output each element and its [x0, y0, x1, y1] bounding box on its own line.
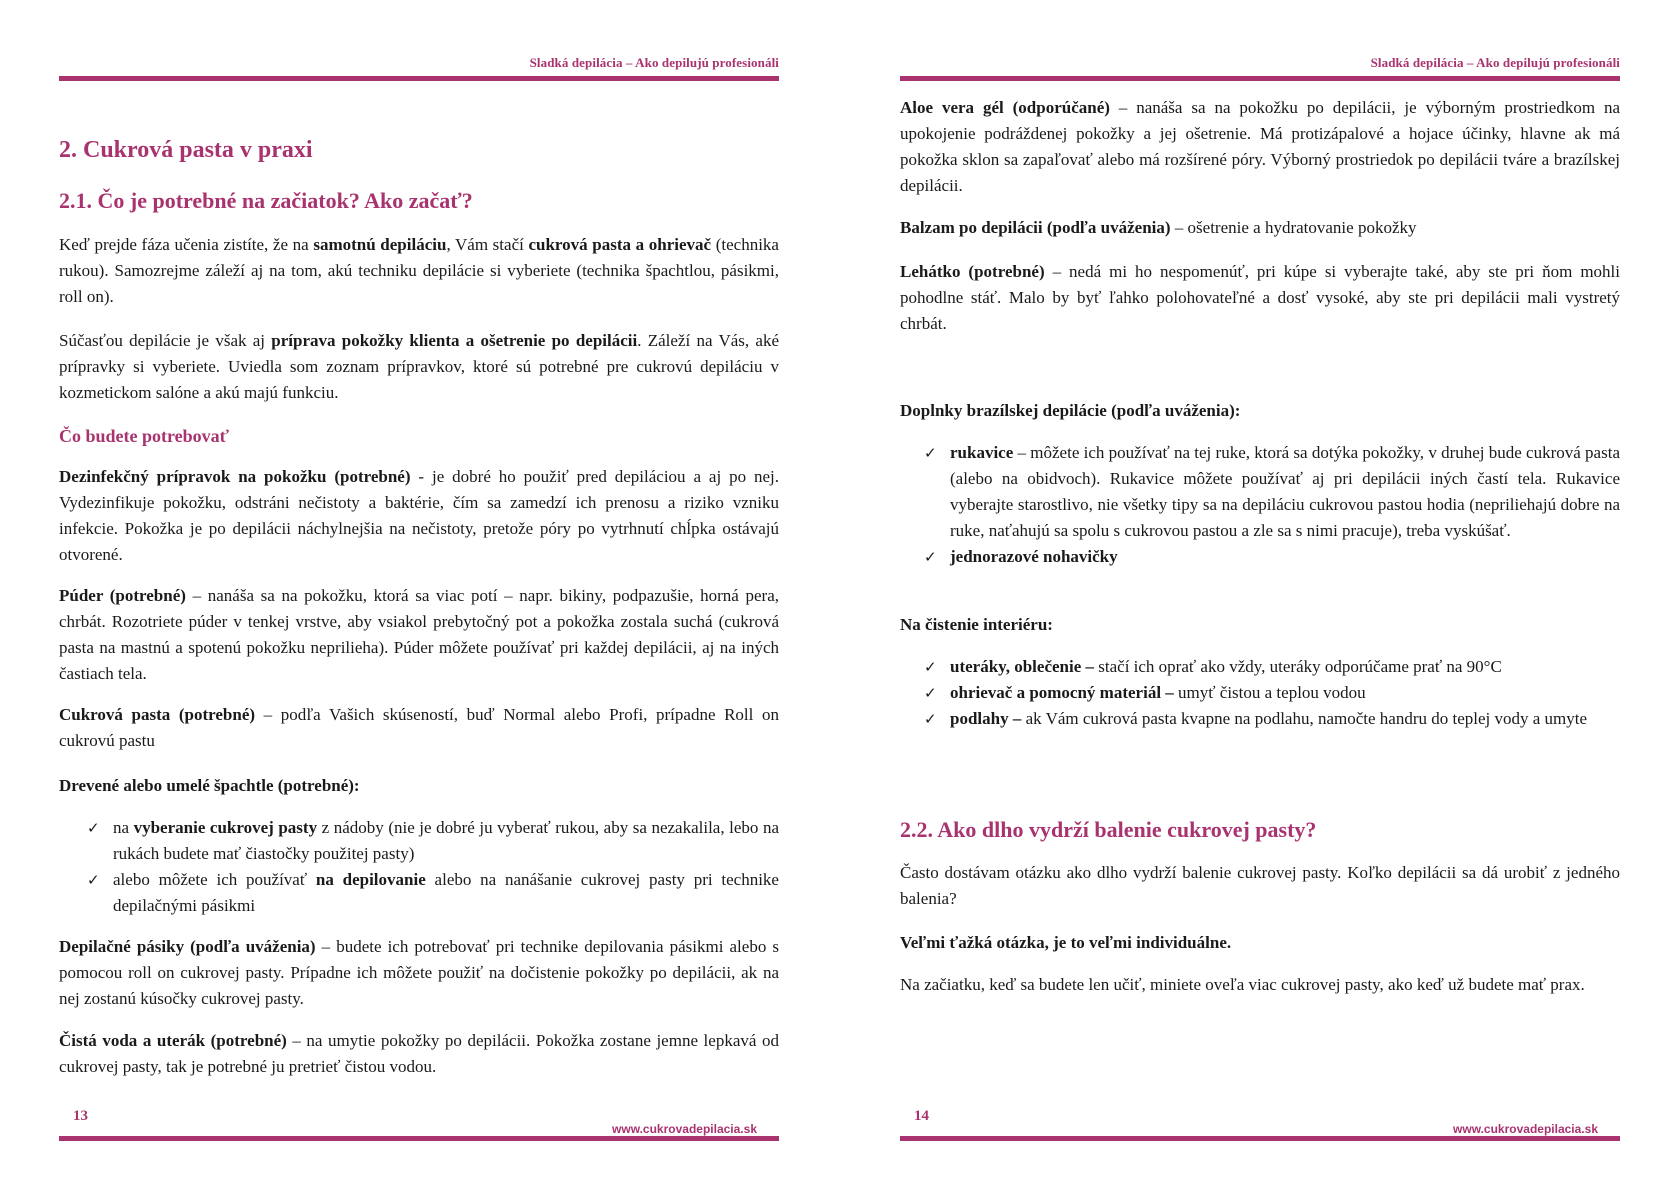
list-item: ✓ rukavice – môžete ich používať na tej ruke, ktorá sa dotýka pokožky, v druhej bude cukrová pasta (alebo na obidvoch). Rukavice môžete používať aj pri depilácii iných častí tela. Rukavice vyberajte starostlivo, nie všetky tipy sa na depiláciu cukrovou pastou hodia (nepriliehajú dobre na ruke, naťahujú sa spolu s cukrovou pastou a zle sa s nimi pracuje), treba vyskúšať. [924, 440, 1620, 544]
header-rule [59, 76, 779, 81]
brazil-heading: Doplnky brazílskej depilácie (podľa uváženia): [900, 401, 1241, 420]
paste-paragraph: Cukrová pasta (potrebné) – podľa Vašich skúseností, buď Normal alebo Profi, prípadne Roll on cukrovú pastu [59, 705, 779, 750]
brazil-list [924, 440, 1620, 570]
running-header: Sladká depilácia – Ako depilujú profesionáli [529, 55, 779, 70]
balm-paragraph: Balzam po depilácii (podľa uváženia) – ošetrenie a hydratovanie pokožky [900, 218, 1417, 237]
checkmark-icon: ✓ [87, 819, 100, 837]
list-item: ✓ podlahy – ak Vám cukrová pasta kvapne na podlahu, namočte handru do teplej vody a umyte [924, 706, 1620, 732]
chapter-title: 2. Cukrová pasta v praxi [59, 137, 313, 163]
cleaning-list [924, 654, 1620, 732]
spatula-heading: Drevené alebo umelé špachtle (potrebné): [59, 776, 360, 795]
footer-url: www.cukrovadepilacia.sk [612, 1122, 757, 1136]
page-14 [900, 0, 1620, 1180]
page-number: 13 [73, 1108, 88, 1124]
checkmark-icon: ✓ [924, 710, 937, 728]
powder-paragraph: Púder (potrebné) – nanáša sa na pokožku, ktorá sa viac potí – napr. bikiny, podpazušie, horná pera, chrbát. Rozotriete púder v tenkej vrstve, aby vsiakol prebytočný pot a pokožka zostala suchá (cukrová pasta na mastnú a spotenú pokožku neprilieha). Púder môžete používať pri každej depilácii, aj na iných častiach tela. [59, 586, 779, 683]
footer-rule [59, 1136, 779, 1141]
last-paragraph: Na začiatku, keď sa budete len učiť, miniete oveľa viac cukrovej pasty, ako keď už budete mať prax. [900, 975, 1585, 994]
list-item: ✓ jednorazové nohavičky [924, 544, 1620, 570]
footer-rule [900, 1136, 1620, 1141]
checkmark-icon: ✓ [924, 444, 937, 462]
spatula-list [87, 815, 779, 919]
running-header: Sladká depilácia – Ako depilujú profesionáli [1370, 55, 1620, 70]
couch-paragraph: Lehátko (potrebné) – nedá mi ho nespomenúť, pri kúpe si vyberajte také, aby ste pri ňom mohli pohodlne stáť. Malo by byť ľahko polohovateľné a dosť vysoké, aby ste pri depilácii mali vystretý chrbát. [900, 262, 1620, 333]
list-item: ✓ alebo môžete ich používať na depilovanie alebo na nanášanie cukrovej pasty pri technike depilačnými pásikmi [87, 867, 779, 919]
question-paragraph: Často dostávam otázku ako dlho vydrží balenie cukrovej pasty. Koľko depilácii sa dá urobiť z jedného balenia? [900, 863, 1620, 908]
checkmark-icon: ✓ [87, 871, 100, 889]
checkmark-icon: ✓ [924, 548, 937, 566]
need-heading: Čo budete potrebovať [59, 426, 230, 446]
footer-url: www.cukrovadepilacia.sk [1453, 1122, 1598, 1136]
header-rule [900, 76, 1620, 81]
answer-bold: Veľmi ťažká otázka, je to veľmi individuálne. [900, 933, 1232, 952]
list-item: ✓ ohrievač a pomocný materiál – umyť čistou a teplou vodou [924, 680, 1620, 706]
disinfectant-paragraph: Dezinfekčný prípravok na pokožku (potrebné) - je dobré ho použiť pred depiláciou a aj po nej. Vydezinfikuje pokožku, odstráni nečistoty a baktérie, čím sa zamedzí ich prenosu a riziko vzniku infekcie. Pokožka je po depilácii náchylnejšia na nečistoty, pretože póry po vytrhnutí chĺpka ostávajú otvorené. [59, 467, 779, 564]
checkmark-icon: ✓ [924, 658, 937, 676]
intro-paragraph: Keď prejde fáza učenia zistíte, že na samotnú depiláciu, Vám stačí cukrová pasta a ohrievač (technika rukou). Samozrejme záleží aj na tom, akú techniku depilácie si vyberiete (technika špachtlou, pásikmi, roll on). [59, 235, 779, 306]
section-title: 2.1. Čo je potrebné na začiatok? Ako začať? [59, 188, 473, 213]
water-paragraph: Čistá voda a uterák (potrebné) – na umytie pokožky po depilácii. Pokožka zostane jemne lepkavá od cukrovej pasty, tak je potrebné ju pretrieť čistou vodou. [59, 1031, 779, 1076]
list-item: ✓ uteráky, oblečenie – stačí ich oprať ako vždy, uteráky odporúčame prať na 90°C [924, 654, 1620, 680]
list-item: ✓ na vyberanie cukrovej pasty z nádoby (nie je dobré ju vyberať rukou, aby sa nezakalila, lebo na rukách budete mať čiastočky použitej pasty) [87, 815, 779, 867]
section-title: 2.2. Ako dlho vydrží balenie cukrovej pasty? [900, 817, 1317, 842]
aloe-paragraph: Aloe vera gél (odporúčané) – nanáša sa na pokožku po depilácii, je výborným prostriedkom na upokojenie podráždenej pokožky a jej ošetrenie. Má protizápalové a hojace účinky, hlavne ak má pokožka sklon sa zapaľovať alebo má rozšírené póry. Výborný prostriedok po depilácii tváre a brazílskej depilácii. [900, 98, 1620, 195]
cleaning-heading: Na čistenie interiéru: [900, 615, 1053, 634]
page-number: 14 [914, 1108, 929, 1124]
preparation-paragraph: Súčasťou depilácie je však aj príprava pokožky klienta a ošetrenie po depilácii. Záleží na Vás, aké prípravky si vyberiete. Uviedla som zoznam prípravkov, ktoré sú potrebné pre cukrovú depiláciu v kozmetickom salóne a akú majú funkciu. [59, 331, 779, 402]
strips-paragraph: Depilačné pásiky (podľa uváženia) – budete ich potrebovať pri technike depilovania pásikmi alebo s pomocou roll on cukrovej pasty. Prípadne ich môžete použiť na dočistenie pokožky po depilácii, ak na nej zostanú kúsočky cukrovej pasty. [59, 937, 779, 1008]
page-13 [59, 0, 779, 1180]
checkmark-icon: ✓ [924, 684, 937, 702]
